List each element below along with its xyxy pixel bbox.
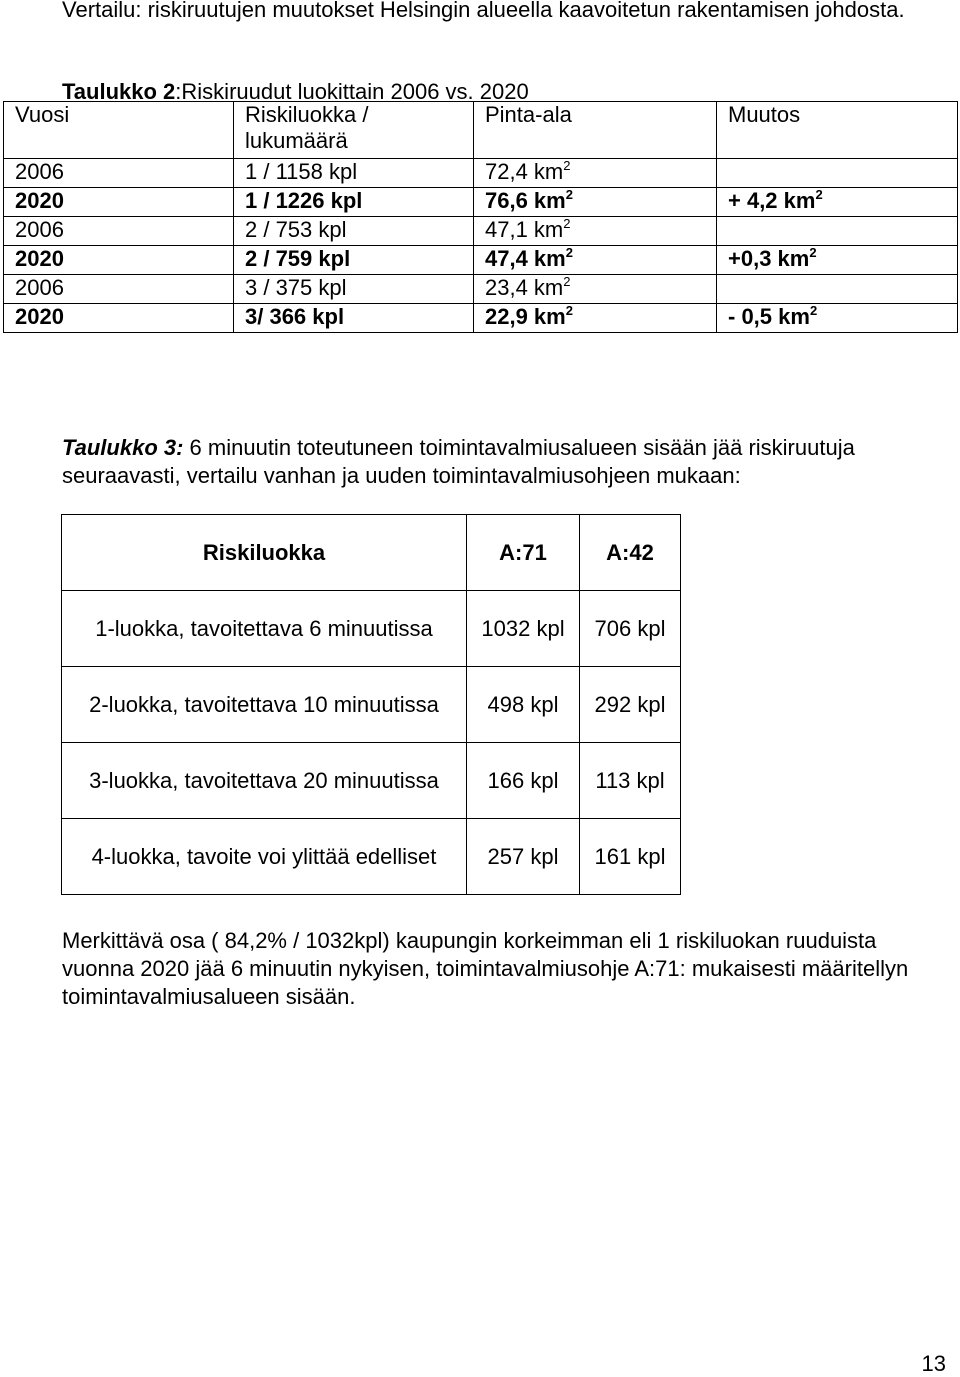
table-row (62, 591, 681, 667)
unit-superscript: 2 (563, 158, 571, 173)
change-value: + 4,2 km (728, 188, 816, 213)
table-row (62, 819, 681, 895)
class-cell: 3/ 366 kpl (234, 304, 474, 333)
summary-paragraph: Merkittävä osa ( 84,2% / 1032kpl) kaupungin korkeimman eli 1 riskiluokan ruuduista vuonna 2020 jää 6 minuutin nykyisen, toimintavalmiusohje A:71: mukaisesti määritellyn toimintavalmiusalueen sisään. (62, 928, 909, 1009)
risk-class-cell: 3-luokka, tavoitettava 20 minuutissa (62, 743, 467, 819)
response-area-table (61, 514, 681, 895)
year-cell: 2006 (4, 159, 234, 188)
year-cell: 2006 (4, 275, 234, 304)
table-row (4, 159, 958, 188)
unit-superscript: 2 (809, 245, 817, 260)
area-cell (474, 304, 717, 333)
table3-header-cell: A:71 (467, 515, 580, 591)
year-cell: 2006 (4, 217, 234, 246)
unit-superscript: 2 (809, 303, 818, 318)
risk-class-cell: 2-luokka, tavoitettava 10 minuutissa (62, 667, 467, 743)
area-cell (474, 188, 717, 217)
table2-header-cell: Vuosi (4, 102, 234, 159)
risk-class-cell: 1-luokka, tavoitettava 6 minuutissa (62, 591, 467, 667)
unit-superscript: 2 (565, 187, 573, 202)
area-cell (474, 275, 717, 304)
year-cell: 2020 (4, 304, 234, 333)
a71-cell: 166 kpl (467, 743, 580, 819)
table3-caption-label: Taulukko 3: (62, 435, 184, 460)
area-value: 76,6 km (485, 188, 566, 213)
change-cell (717, 217, 958, 246)
table2-header-cell: Riskiluokka / lukumäärä (234, 102, 474, 159)
intro-paragraph: Vertailu: riskiruutujen muutokset Helsingin alueella kaavoitetun rakentamisen johdosta. (62, 0, 905, 22)
class-cell: 1 / 1226 kpl (234, 188, 474, 217)
unit-superscript: 2 (565, 303, 573, 318)
table-row (4, 217, 958, 246)
a42-cell: 706 kpl (580, 591, 681, 667)
change-cell (717, 159, 958, 188)
table3-header-cell: Riskiluokka (62, 515, 467, 591)
table-row (4, 304, 958, 333)
table-row (62, 743, 681, 819)
class-cell: 2 / 753 kpl (234, 217, 474, 246)
change-value: +0,3 km (728, 246, 810, 271)
area-value: 47,1 km (485, 217, 564, 242)
unit-superscript: 2 (565, 245, 573, 260)
area-value: 47,4 km (485, 246, 566, 271)
a42-cell: 113 kpl (580, 743, 681, 819)
table-row (62, 667, 681, 743)
table3-caption-text: 6 minuutin toteutuneen toimintavalmiusalueen sisään jää riskiruutuja seuraavasti, vertailu vanhan ja uuden toimintavalmiusohjeen mukaan: (62, 435, 855, 488)
table3-header-cell: A:42 (580, 515, 681, 591)
table-row (4, 188, 958, 217)
table-row (4, 275, 958, 304)
risk-squares-table (3, 101, 958, 333)
unit-superscript: 2 (563, 216, 571, 231)
area-cell (474, 159, 717, 188)
risk-class-cell: 4-luokka, tavoite voi ylittää edelliset (62, 819, 467, 895)
table2-caption-text: :Riskiruudut luokittain 2006 vs. 2020 (175, 79, 529, 104)
table3-caption (62, 434, 952, 490)
class-cell: 3 / 375 kpl (234, 275, 474, 304)
change-value: - 0,5 km (728, 304, 810, 329)
unit-superscript: 2 (815, 187, 823, 202)
page-number: 13 (921, 1351, 946, 1376)
area-value: 72,4 km (485, 159, 564, 184)
a71-cell: 257 kpl (467, 819, 580, 895)
area-cell (474, 246, 717, 275)
area-value: 23,4 km (485, 275, 564, 300)
table2-header-cell: Pinta-ala (474, 102, 717, 159)
change-cell (717, 188, 958, 217)
a71-cell: 498 kpl (467, 667, 580, 743)
year-cell: 2020 (4, 246, 234, 275)
change-cell (717, 304, 958, 333)
year-cell: 2020 (4, 188, 234, 217)
a42-cell: 292 kpl (580, 667, 681, 743)
a42-cell: 161 kpl (580, 819, 681, 895)
area-cell (474, 217, 717, 246)
class-cell: 1 / 1158 kpl (234, 159, 474, 188)
change-cell (717, 275, 958, 304)
unit-superscript: 2 (563, 274, 571, 289)
change-cell (717, 246, 958, 275)
table2-header-cell: Muutos (717, 102, 958, 159)
area-value: 22,9 km (485, 304, 566, 329)
class-cell: 2 / 759 kpl (234, 246, 474, 275)
table2-header-row (4, 102, 958, 159)
table-row (4, 246, 958, 275)
table2-caption-label: Taulukko 2 (62, 79, 176, 104)
table3-header-row (62, 515, 681, 591)
a71-cell: 1032 kpl (467, 591, 580, 667)
